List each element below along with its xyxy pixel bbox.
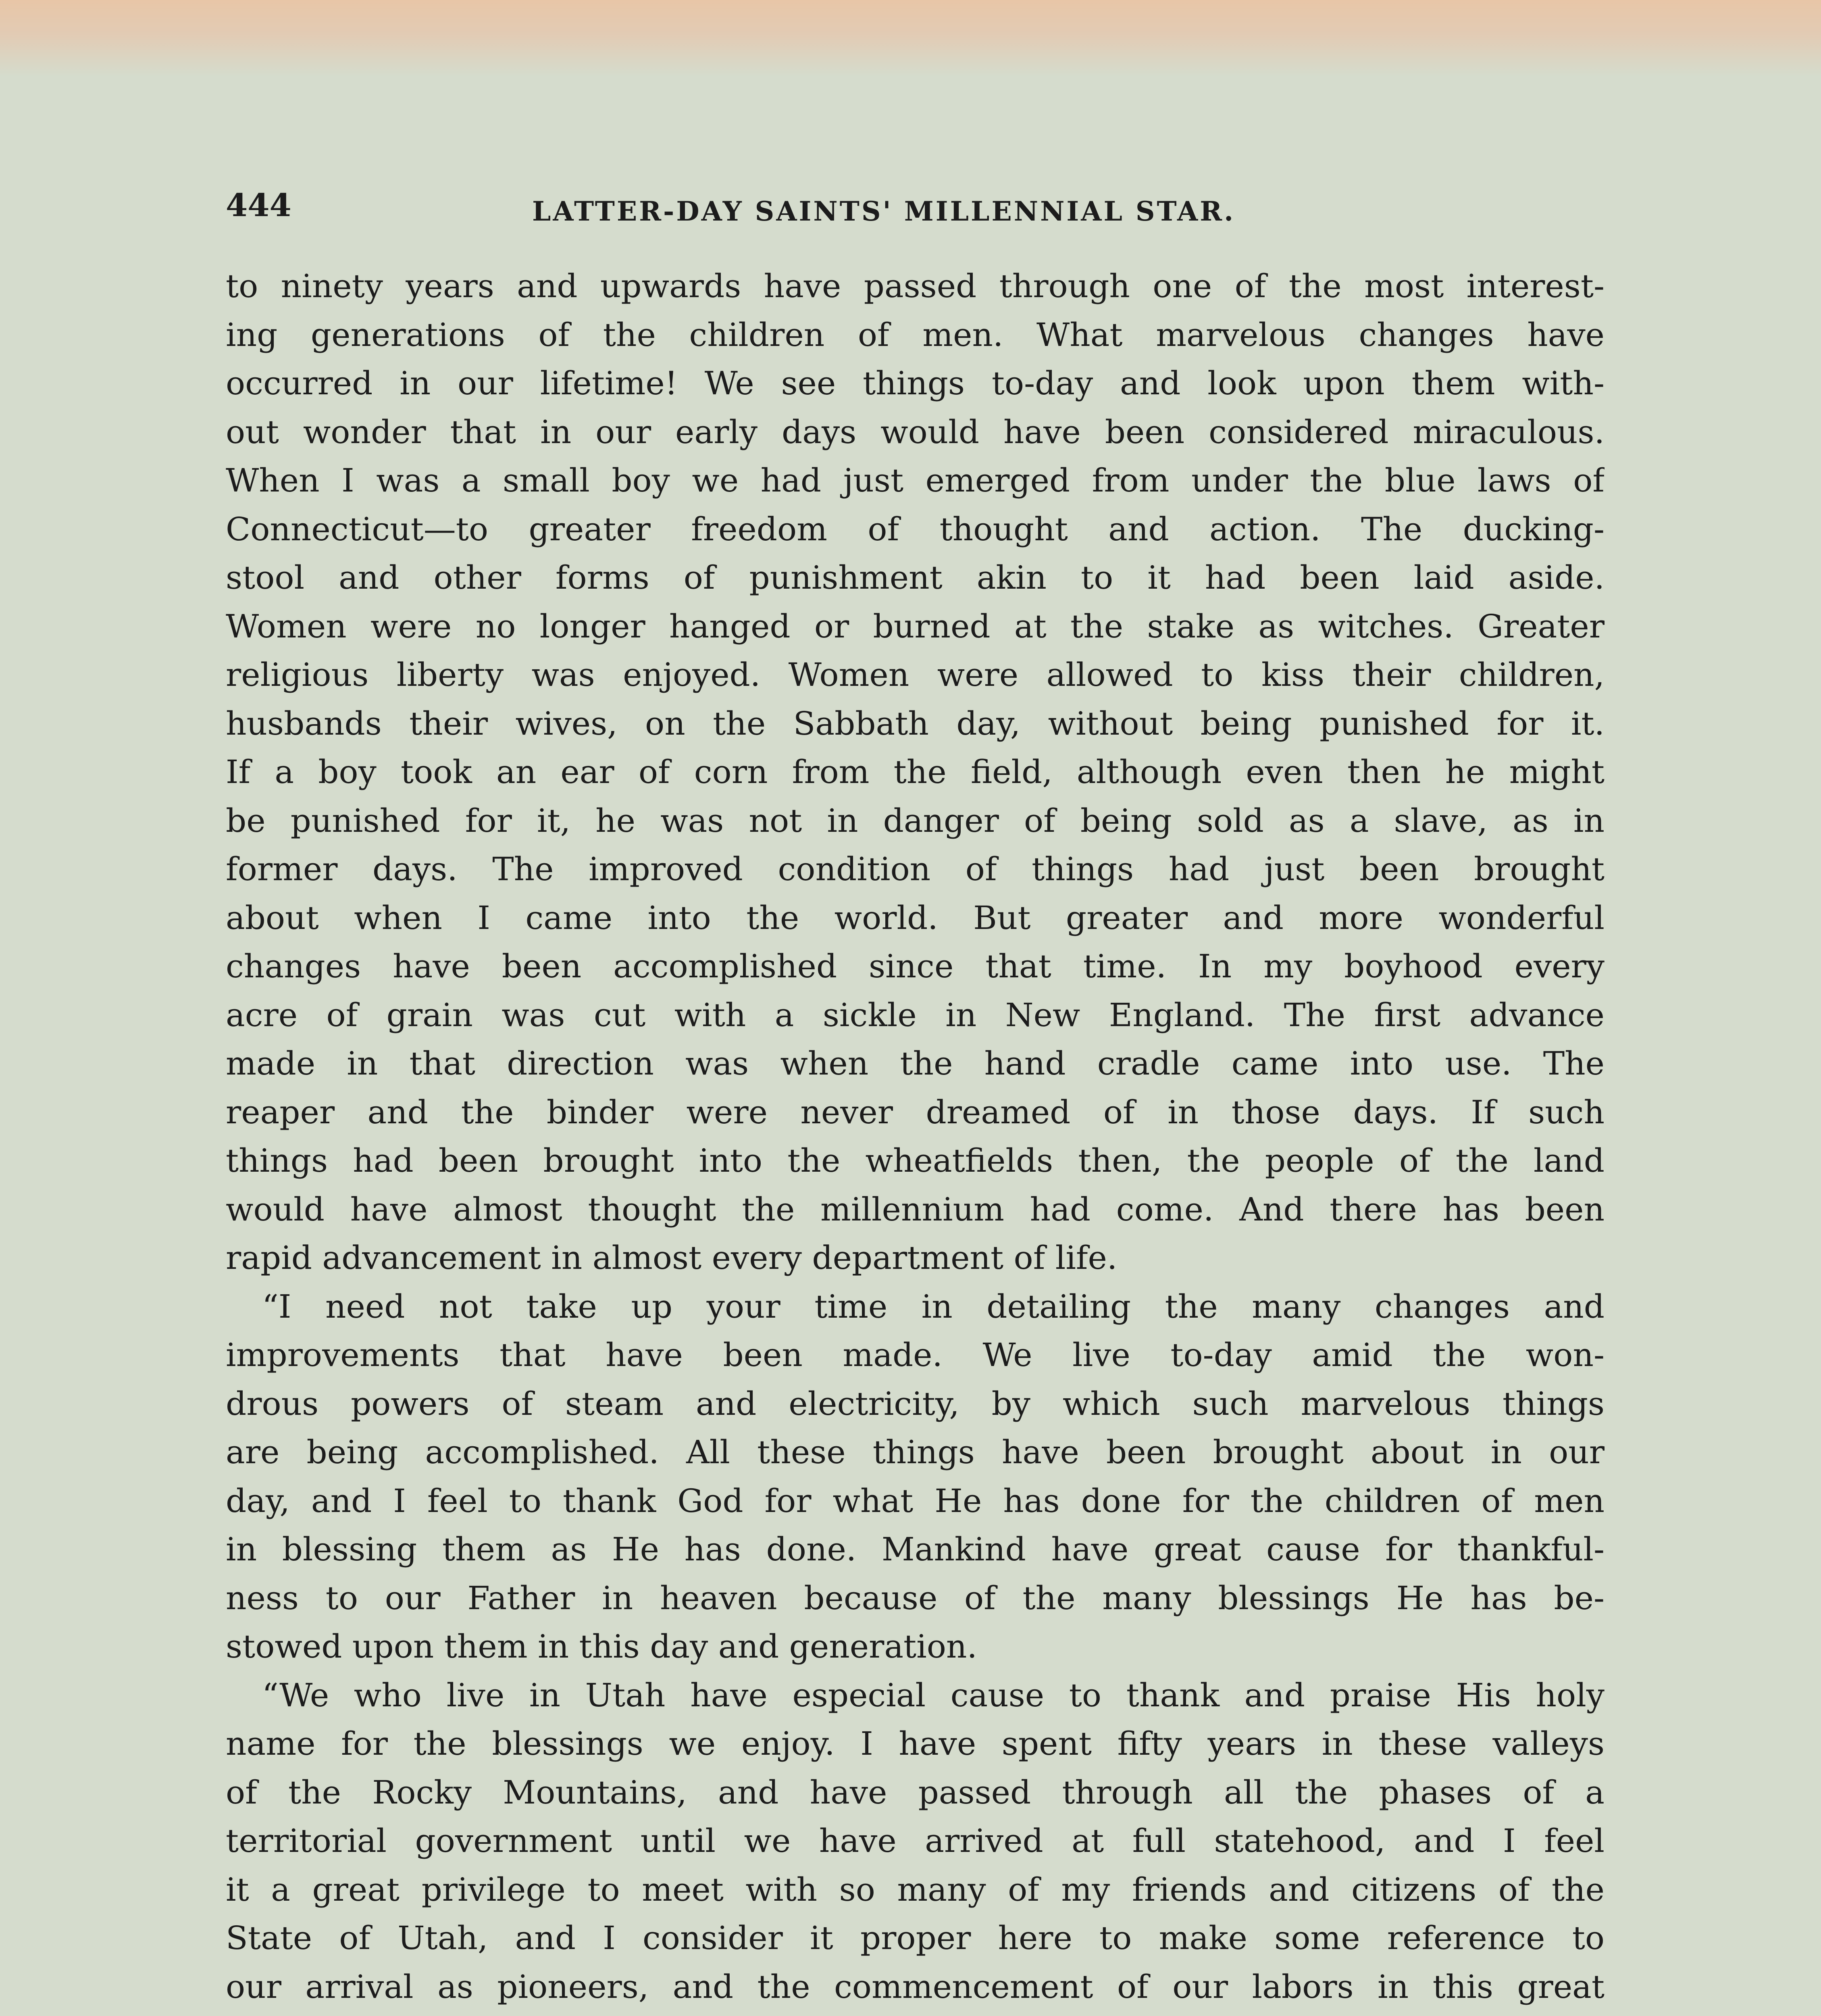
page-number: 444 — [226, 187, 291, 224]
text-line: made in that direction was when the hand cradle came into use. The — [226, 1045, 1605, 1082]
text-line: occurred in our lifetime! We see things to-day and look upon them with- — [226, 364, 1605, 402]
text-line: If a boy took an ear of corn from the field, although even then he might — [226, 753, 1605, 791]
paragraph-3 — [226, 1671, 1605, 2016]
body-text — [226, 262, 1605, 2016]
journal-title: LATTER-DAY SAINTS' MILLENNIAL STAR. — [532, 196, 1236, 227]
paragraph-1 — [226, 262, 1605, 1283]
text-line: of the Rocky Mountains, and have passed through all the phases of a — [226, 1773, 1605, 1811]
paragraph-2 — [226, 1283, 1605, 1671]
text-line: drous powers of steam and electricity, by which such marvelous things — [226, 1385, 1605, 1422]
text-line: things had been brought into the wheatfields then, the people of the land — [226, 1142, 1605, 1179]
text-line: “We who live in Utah have especial cause to thank and praise His holy — [262, 1676, 1605, 1714]
text-line: stool and other forms of punishment akin to it had been laid aside. — [226, 559, 1605, 596]
running-head — [226, 185, 1613, 234]
text-line: about when I came into the world. But greater and more wonderful — [226, 899, 1605, 937]
text-line: our arrival as pioneers, and the commencement of our labors in this great — [226, 1968, 1605, 2006]
text-line: religious liberty was enjoyed. Women were allowed to kiss their children, — [226, 656, 1605, 694]
text-line: Connecticut—to greater freedom of thought and action. The ducking- — [226, 510, 1605, 548]
text-line: “I need not take up your time in detailing the many changes and — [262, 1287, 1605, 1325]
text-line: former days. The improved condition of things had just been brought — [226, 850, 1605, 888]
text-line: it a great privilege to meet with so many of my friends and citizens of the — [226, 1870, 1605, 1908]
text-line: territorial government until we have arrived at full statehood, and I feel — [226, 1822, 1605, 1860]
text-line: acre of grain was cut with a sickle in New England. The first advance — [226, 996, 1605, 1034]
text-line: changes have been accomplished since that time. In my boyhood every — [226, 948, 1605, 985]
text-line: in blessing them as He has done. Mankind have great cause for thankful- — [226, 1531, 1605, 1568]
text-line: husbands their wives, on the Sabbath day, without being punished for it. — [226, 704, 1605, 742]
text-line — [226, 2011, 1605, 2016]
text-line: out wonder that in our early days would have been considered miraculous. — [226, 413, 1605, 451]
page-top-discoloration — [0, 0, 1821, 77]
text-line: ing generations of the children of men. What marvelous changes have — [226, 316, 1605, 354]
text-line: reaper and the binder were never dreamed of in those days. If such — [226, 1093, 1605, 1131]
text-line: When I was a small boy we had just emerged from under the blue laws of — [226, 462, 1605, 499]
text-line: are being accomplished. All these things have been brought about in our — [226, 1433, 1605, 1471]
document-page — [226, 161, 1613, 2016]
text-line: stowed upon them in this day and generation. — [226, 1628, 977, 1665]
text-line: rapid advancement in almost every department of life. — [226, 1239, 1118, 1277]
text-line: ness to our Father in heaven because of the many blessings He has be- — [226, 1579, 1605, 1617]
text-line: day, and I feel to thank God for what He has done for the children of men — [226, 1482, 1605, 1520]
text-line: State of Utah, and I consider it proper here to make some reference to — [226, 1919, 1605, 1957]
text-line: would have almost thought the millennium had come. And there has been — [226, 1190, 1605, 1228]
text-line: to ninety years and upwards have passed through one of the most interest- — [226, 267, 1605, 305]
text-line: name for the blessings we enjoy. I have spent fifty years in these valleys — [226, 1725, 1605, 1762]
text-line: improvements that have been made. We live to-day amid the won- — [226, 1336, 1605, 1374]
text-line: Women were no longer hanged or burned at the stake as witches. Greater — [226, 607, 1605, 645]
text-line: be punished for it, he was not in danger of being sold as a slave, as in — [226, 802, 1605, 839]
